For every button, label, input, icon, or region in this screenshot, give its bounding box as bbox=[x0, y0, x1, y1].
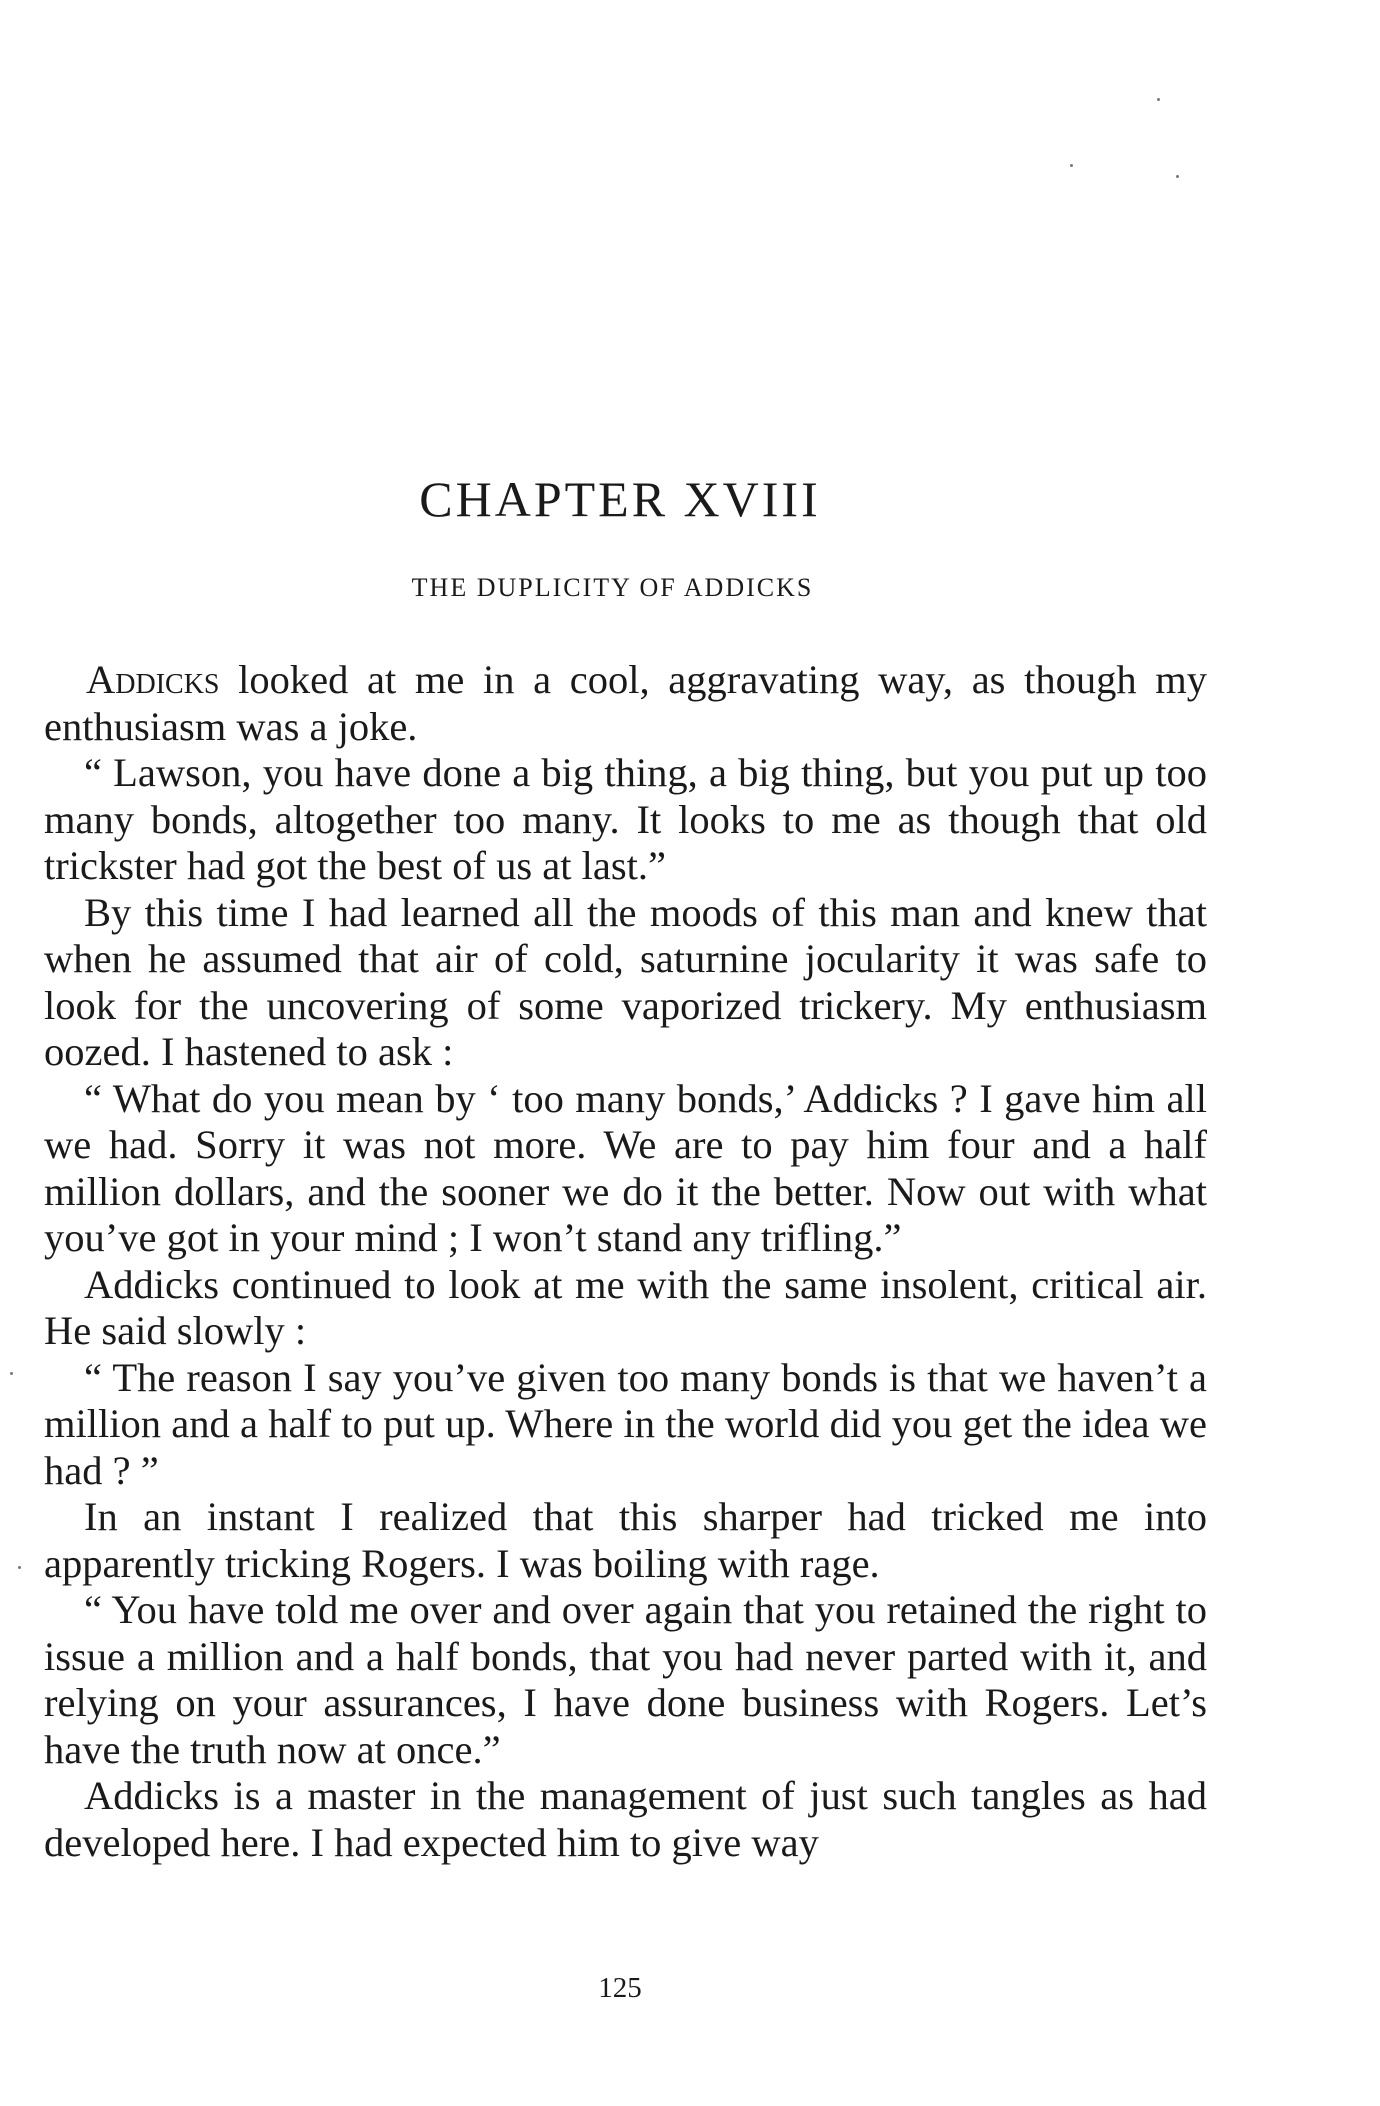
paper-speck bbox=[10, 1372, 13, 1375]
paragraph-text: looked at me in a cool, aggravating way, as though my enthusiasm was a joke. bbox=[44, 657, 1207, 749]
lead-word: Addicks bbox=[86, 657, 220, 702]
chapter-body bbox=[44, 657, 1207, 1866]
paper-speck bbox=[1157, 98, 1160, 101]
paragraph: By this time I had learned all the moods of this man and knew that when he assumed that air of cold, saturnine jocularity it was safe to look for the uncovering of some vaporized trickery. My enthusiasm oozed. I hastened to ask : bbox=[44, 889, 1207, 1074]
paragraph: “ The reason I say you’ve given too many bonds is that we haven’t a million and a half to put up. Where in the world did you get the idea we had ? ” bbox=[44, 1354, 1207, 1493]
paragraph: Addicks continued to look at me with the same insolent, critical air. He said slowly : bbox=[44, 1261, 1207, 1353]
paper-speck bbox=[1070, 164, 1073, 167]
paragraph: “ Lawson, you have done a big thing, a big thing, but you put up too many bonds, altogether too many. It looks to me as though that old trickster had got the best of us at last.” bbox=[44, 750, 1207, 888]
paper-speck bbox=[1176, 175, 1179, 178]
paper-speck bbox=[18, 1566, 21, 1569]
paragraph: “ You have told me over and over again that you retained the right to issue a million and a half bonds, that you had never parted with it, and relying on your assurances, I have done business with Rogers. Let’s have the truth now at once.” bbox=[44, 1587, 1207, 1772]
page-number: 125 bbox=[598, 1972, 642, 2004]
paragraph: Addicks is a master in the management of just such tangles as had developed here. I had expected him to give way bbox=[44, 1773, 1207, 1865]
paragraph: “ What do you mean by ‘ too many bonds,’ Addicks ? I gave him all we had. Sorry it was not more. We are to pay him four and a half million dollars, and the sooner we do it the better. Now out with what you’ve got in your mind ; I won’t stand any trifling.” bbox=[44, 1075, 1207, 1260]
chapter-title: CHAPTER XVIII bbox=[419, 471, 821, 527]
paragraph: In an instant I realized that this sharper had tricked me into apparently tricking Rogers. I was boiling with rage. bbox=[44, 1494, 1207, 1586]
paragraph bbox=[44, 657, 1207, 750]
chapter-subtitle: THE DUPLICITY OF ADDICKS bbox=[411, 573, 814, 602]
